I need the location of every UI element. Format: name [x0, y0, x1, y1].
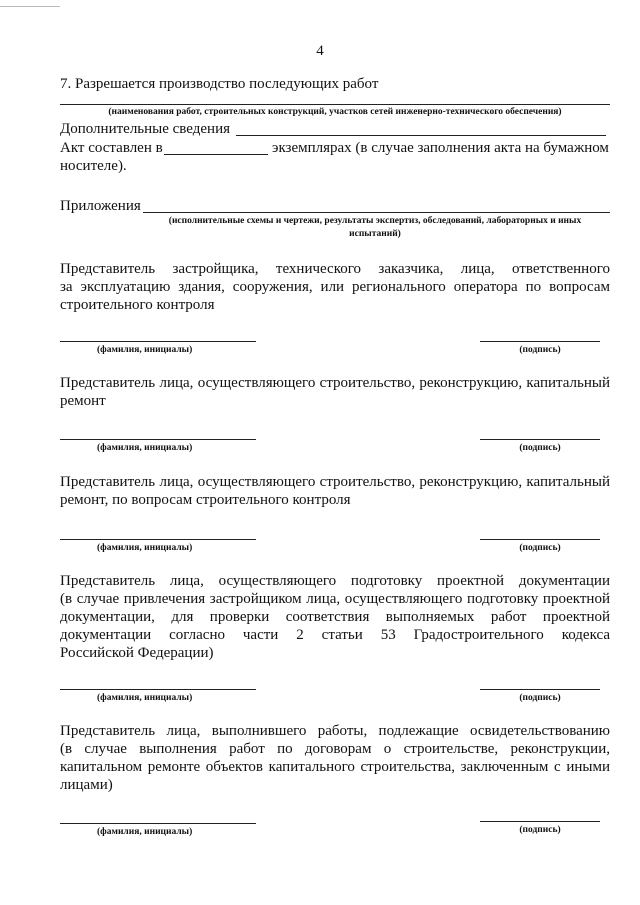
- rep2-signature-line: [480, 439, 600, 440]
- rep1-name-line: [60, 341, 256, 342]
- rep2-name-caption: (фамилия, инициалы): [97, 443, 193, 453]
- rep4-line5: Российской Федерации): [60, 645, 214, 661]
- act-text-after: экземплярах (в случае заполнения акта на бумажном: [272, 140, 609, 156]
- rep4-line2: (в случае привлечения застройщиком лица, осуществляющего подготовку проектной: [60, 591, 610, 607]
- rep5-line1: Представитель лица, выполнившего работы, подлежащие освидетельствованию: [60, 723, 610, 739]
- rep1-signature-caption: (подпись): [519, 345, 561, 355]
- rep4-line3: документации, для проверки соответствия выполняемых работ проектной: [60, 609, 610, 625]
- appendices-fill-line: [143, 212, 610, 213]
- rep3-name-caption: (фамилия, инициалы): [97, 543, 193, 553]
- item7-fill-line: [60, 104, 610, 105]
- scan-artifact: [0, 6, 60, 7]
- item7-text: 7. Разрешается производство последующих работ: [60, 76, 379, 92]
- item7-caption: (наименования работ, строительных конструкций, участков сетей инженерно-технического обеспечения): [108, 107, 562, 117]
- rep3-name-line: [60, 539, 256, 540]
- act-copies-fill-line: [164, 154, 268, 155]
- rep3-signature-caption: (подпись): [519, 543, 561, 553]
- rep4-line4: документации согласно части 2 статьи 53 Градостроительного кодекса: [60, 627, 610, 643]
- rep4-name-line: [60, 689, 256, 690]
- rep5-line2: (в случае выполнения работ по договорам о строительстве, реконструкции,: [60, 741, 610, 757]
- rep2-line1: Представитель лица, осуществляющего строительство, реконструкцию, капитальный: [60, 375, 610, 391]
- rep4-line1: Представитель лица, осуществляющего подготовку проектной документации: [60, 573, 610, 589]
- rep1-name-caption: (фамилия, инициалы): [97, 345, 193, 355]
- rep5-line4: лицами): [60, 777, 113, 793]
- rep4-signature-line: [480, 689, 600, 690]
- rep4-signature-caption: (подпись): [519, 693, 561, 703]
- rep1-signature-line: [480, 341, 600, 342]
- rep5-name-line: [60, 823, 256, 824]
- rep2-signature-caption: (подпись): [519, 443, 561, 453]
- rep5-name-caption: (фамилия, инициалы): [97, 827, 193, 837]
- rep2-name-line: [60, 439, 256, 440]
- rep5-signature-line: [480, 821, 600, 822]
- rep5-signature-caption: (подпись): [519, 825, 561, 835]
- rep1-line3: строительного контроля: [60, 297, 215, 313]
- additional-fill-line: [236, 135, 606, 136]
- page-number: 4: [316, 43, 324, 59]
- act-text-line2: носителе).: [60, 158, 127, 174]
- appendices-caption-line1: (исполнительные схемы и чертежи, результаты экспертиз, обследований, лабораторных и иных: [168, 216, 582, 226]
- appendices-caption-line2: испытаний): [349, 229, 401, 239]
- rep2-line2: ремонт: [60, 393, 106, 409]
- appendices-label: Приложения: [60, 198, 141, 214]
- additional-label: Дополнительные сведения: [60, 121, 231, 137]
- rep1-line1: Представитель застройщика, технического заказчика, лица, ответственного: [60, 261, 610, 277]
- rep3-signature-line: [480, 539, 600, 540]
- rep4-name-caption: (фамилия, инициалы): [97, 693, 193, 703]
- rep3-line1: Представитель лица, осуществляющего строительство, реконструкцию, капитальный: [60, 474, 610, 490]
- rep3-line2: ремонт, по вопросам строительного контроля: [60, 492, 351, 508]
- rep1-line2: за эксплуатацию здания, сооружения, или регионального оператора по вопросам: [60, 279, 610, 295]
- act-text-before: Акт составлен в: [60, 140, 163, 156]
- rep5-line3: капитальном ремонте объектов капитального строительства, заключенным с иными: [60, 759, 610, 775]
